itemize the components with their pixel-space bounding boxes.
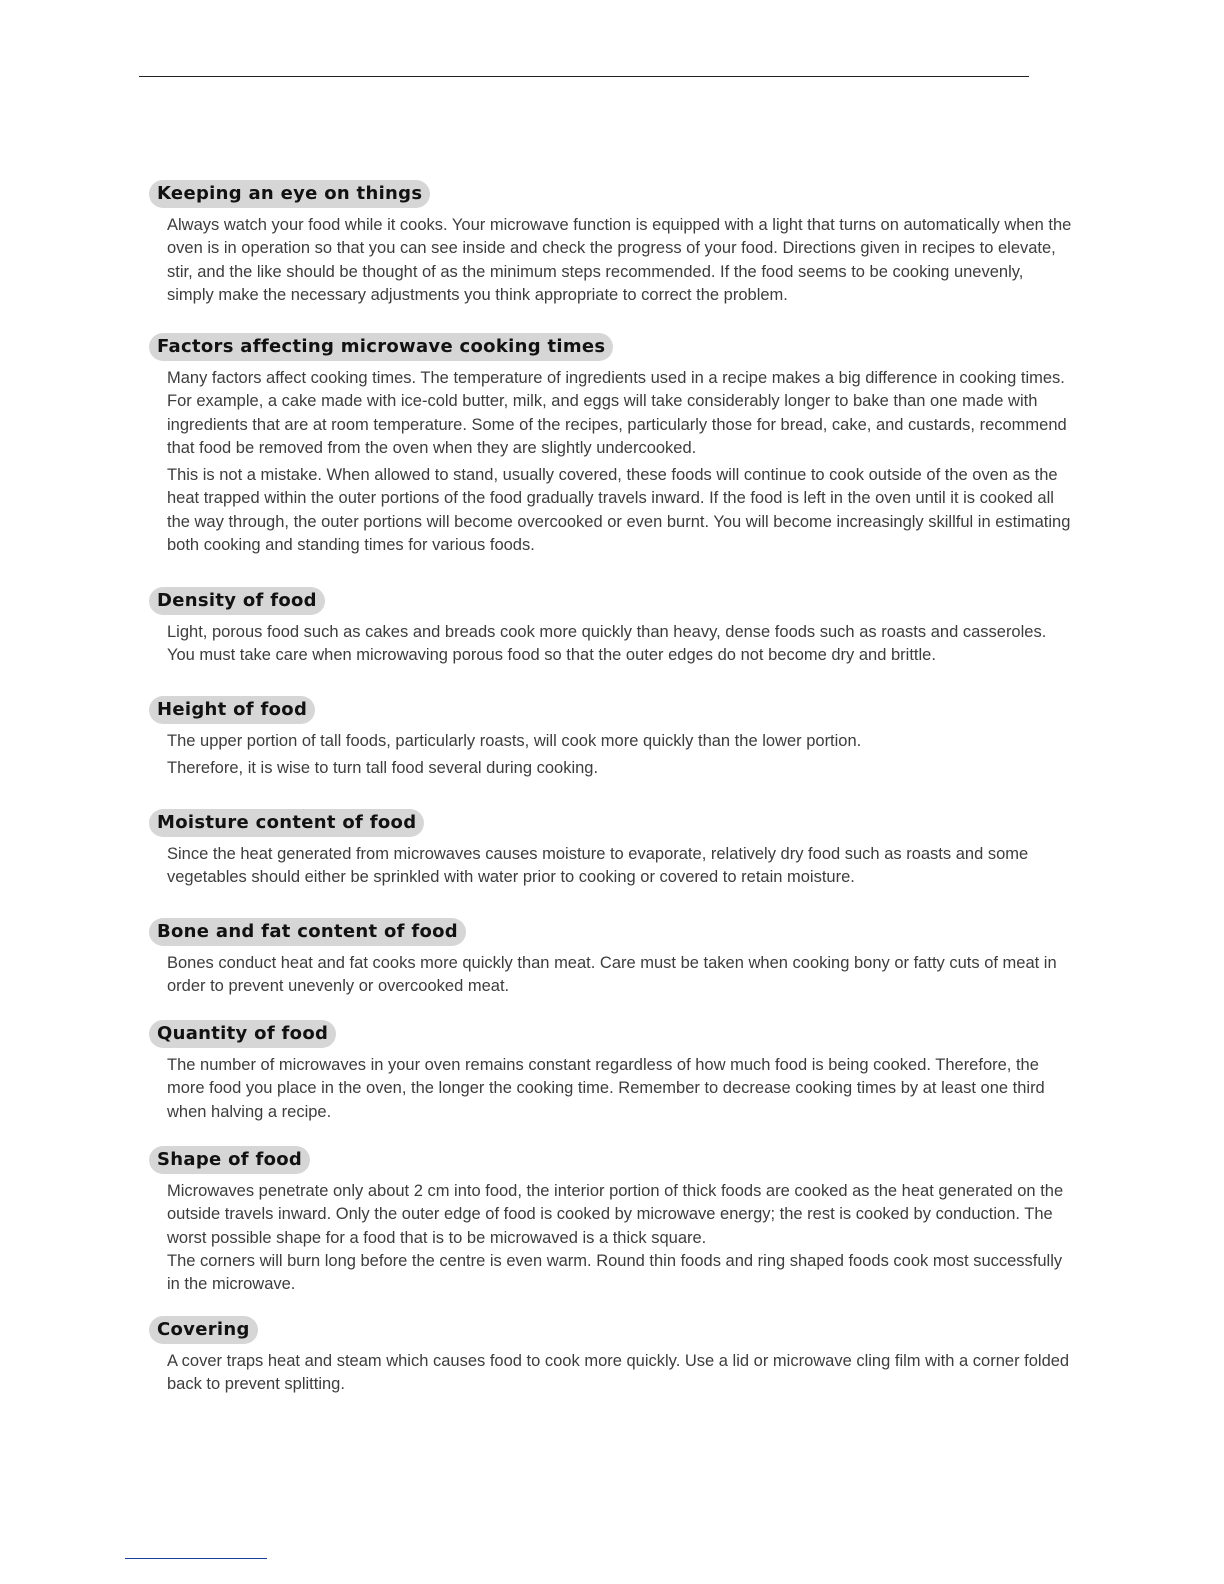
section-heading: Shape of food bbox=[149, 1146, 310, 1174]
section-body bbox=[167, 730, 1072, 781]
paragraph: Many factors affect cooking times. The temperature of ingredients used in a recipe makes a big difference in cooking times. For example, a cake made with ice-cold butter, milk, and eggs will take considerably longer to bake than one made with ingredients that are at room temperature. Some of the recipes, particularly those for bread, cake, and custards, recommend that food be removed from the oven when they are slightly undercooked. bbox=[167, 369, 1067, 457]
section-quantity bbox=[149, 1020, 1079, 1128]
section-height bbox=[149, 696, 1079, 785]
section-heading: Density of food bbox=[149, 587, 325, 615]
section-body bbox=[167, 367, 1072, 557]
paragraph: Therefore, it is wise to turn tall food several during cooking. bbox=[167, 759, 599, 778]
section-body bbox=[167, 621, 1072, 668]
section-heading: Quantity of food bbox=[149, 1020, 336, 1048]
section-body bbox=[167, 214, 1072, 307]
paragraph: Bones conduct heat and fat cooks more quickly than meat. Care must be taken when cooking bony or fatty cuts of meat in order to prevent unevenly or overcooked meat. bbox=[167, 954, 1057, 996]
section-heading: Height of food bbox=[149, 696, 315, 724]
section-cooking-times bbox=[149, 333, 1079, 561]
section-heading: Moisture content of food bbox=[149, 809, 424, 837]
section-body bbox=[167, 1180, 1072, 1296]
paragraph: The upper portion of tall foods, particularly roasts, will cook more quickly than the lower portion. bbox=[167, 732, 862, 750]
section-heading: Covering bbox=[149, 1316, 258, 1344]
section-moisture bbox=[149, 809, 1079, 894]
section-bone-fat bbox=[149, 918, 1079, 1003]
paragraph: Since the heat generated from microwaves causes moisture to evaporate, relatively dry food such as roasts and some vegetables should either be sprinkled with water prior to cooking or covered to retain moisture. bbox=[167, 845, 1029, 887]
paragraph: Microwaves penetrate only about 2 cm into food, the interior portion of thick foods are cooked as the heat generated on the outside travels inward. Only the outer edge of food is cooked by microwave energy; the rest is cooked by conduction. The worst possible shape for a food that is to be microwaved is a thick square. The corners will burn long before the centre is even warm. Round thin foods and ring shaped foods cook most successfully in the microwave. bbox=[167, 1182, 1064, 1294]
section-body bbox=[167, 1350, 1072, 1397]
section-body bbox=[167, 952, 1072, 999]
section-heading: Keeping an eye on things bbox=[149, 180, 430, 208]
paragraph: Light, porous food such as cakes and breads cook more quickly than heavy, dense foods such as roasts and casseroles. You must take care when microwaving porous food so that the outer edges do not become dry and brittle. bbox=[167, 623, 1047, 665]
paragraph: A cover traps heat and steam which causes food to cook more quickly. Use a lid or microwave cling film with a corner folded back to prevent splitting. bbox=[167, 1352, 1070, 1394]
footer-rule bbox=[125, 1558, 267, 1559]
section-body bbox=[167, 1054, 1072, 1124]
section-body bbox=[167, 843, 1072, 890]
section-keeping-an-eye bbox=[149, 180, 1079, 311]
section-density bbox=[149, 587, 1079, 672]
section-heading: Bone and fat content of food bbox=[149, 918, 466, 946]
header-rule bbox=[139, 76, 1029, 77]
section-shape bbox=[149, 1146, 1079, 1300]
paragraph: This is not a mistake. When allowed to stand, usually covered, these foods will continue to cook outside of the oven as the heat trapped within the outer portions of the food gradually travels inward. If the food is left in the oven until it is cooked all the way through, the outer portions will become overcooked or even burnt. You will become increasingly skillful in estimating both cooking and standing times for various foods. bbox=[167, 466, 1071, 555]
section-covering bbox=[149, 1316, 1079, 1401]
paragraph: The number of microwaves in your oven remains constant regardless of how much food is being cooked. Therefore, the more food you place in the oven, the longer the cooking time. Remember to decrease cooking times by at least one third when halving a recipe. bbox=[167, 1056, 1045, 1121]
section-heading: Factors affecting microwave cooking times bbox=[149, 333, 613, 361]
paragraph: Always watch your food while it cooks. Your microwave function is equipped with a light that turns on automatically when the oven is in operation so that you can see inside and check the progress of your food. Directions given in recipes to elevate, stir, and the like should be thought of as the minimum steps recommended. If the food seems to be cooking unevenly, simply make the necessary adjustments you think appropriate to correct the problem. bbox=[167, 216, 1072, 304]
